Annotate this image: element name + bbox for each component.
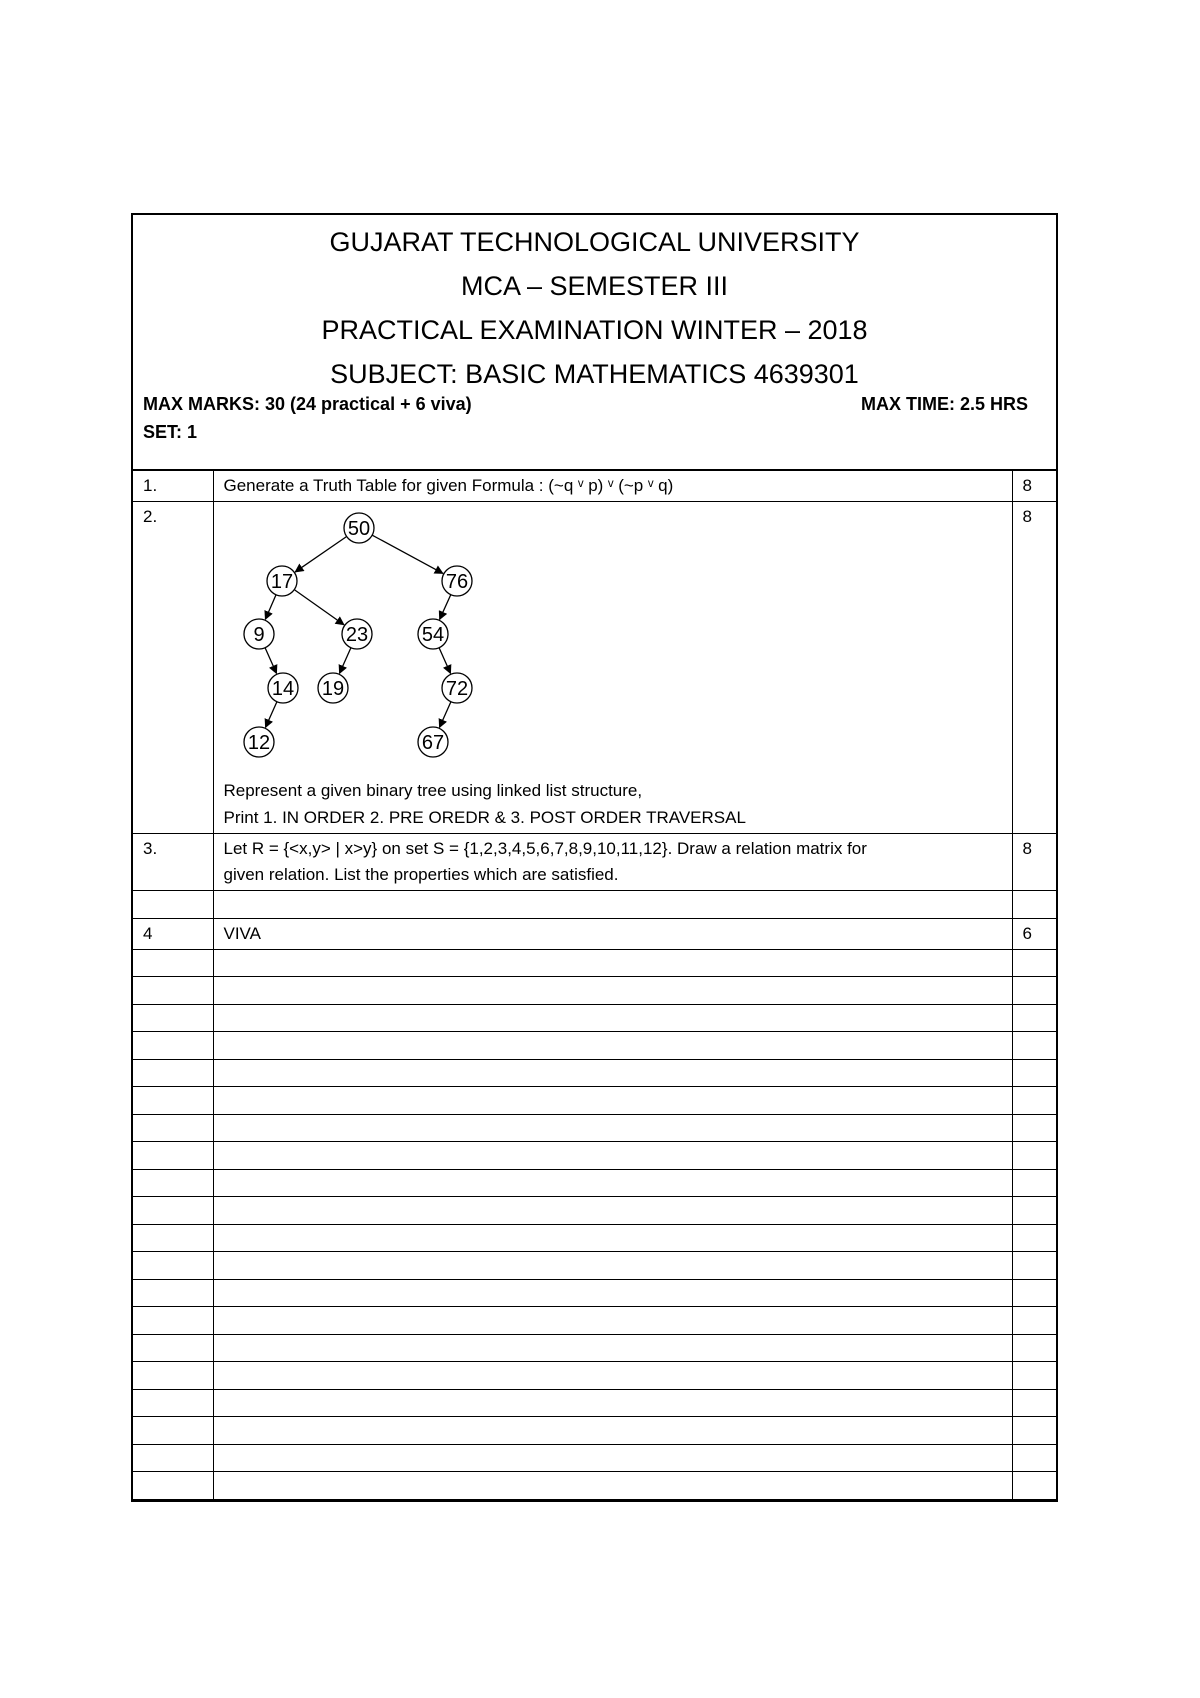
empty-row — [133, 891, 1056, 919]
empty-row — [133, 1004, 1056, 1032]
university-title: GUJARAT TECHNOLOGICAL UNIVERSITY — [329, 227, 860, 257]
tree-edge-17-9 — [265, 595, 276, 620]
empty-row — [133, 1362, 1056, 1390]
tree-node-label: 23 — [345, 624, 368, 646]
question-text-line-1: Let R = {<x,y> | x>y} on set S = {1,2,3,4,5,6,7,8,9,10,11,12}. Draw a relation matrix for — [223, 839, 867, 858]
question-row-3 — [133, 834, 1056, 891]
meta-row — [143, 394, 1028, 415]
tree-node-label: 50 — [347, 518, 370, 540]
program-title: MCA – SEMESTER III — [460, 271, 729, 301]
question-row-1 — [133, 471, 1056, 502]
empty-row — [133, 1307, 1056, 1335]
empty-row — [133, 1087, 1056, 1115]
empty-row — [133, 1279, 1056, 1307]
question-text — [213, 834, 1012, 891]
empty-row — [133, 1252, 1056, 1280]
question-number: 1. — [133, 471, 213, 502]
tree-node-label: 76 — [445, 571, 468, 593]
question-table — [133, 471, 1056, 1500]
question-number: 2. — [133, 502, 213, 834]
max-time: MAX TIME: 2.5 HRS — [860, 394, 1028, 414]
tree-edge-50-17 — [295, 537, 346, 572]
binary-tree-diagram — [224, 504, 1002, 777]
empty-row — [133, 949, 1056, 977]
tree-node-19 — [318, 673, 348, 703]
question-marks: 8 — [1012, 502, 1056, 834]
tree-node-label: 67 — [421, 732, 444, 754]
tree-edge-50-76 — [372, 535, 443, 573]
question-text-line-1: Represent a given binary tree using linked list structure, — [223, 781, 643, 800]
question-row-4 — [133, 918, 1056, 949]
tree-edge-54-72 — [439, 648, 450, 674]
empty-row — [133, 1389, 1056, 1417]
tree-edge-72-67 — [439, 702, 450, 728]
empty-row — [133, 1169, 1056, 1197]
empty-row — [133, 1142, 1056, 1170]
tree-node-label: 54 — [421, 624, 444, 646]
empty-row — [133, 1032, 1056, 1060]
empty-row — [133, 1224, 1056, 1252]
tree-edge-76-54 — [439, 595, 450, 620]
tree-node-14 — [268, 673, 298, 703]
tree-node-label: 14 — [271, 678, 294, 700]
empty-row — [133, 1114, 1056, 1142]
tree-edge-23-19 — [339, 648, 350, 674]
question-marks: 8 — [1012, 834, 1056, 891]
tree-node-23 — [342, 619, 372, 649]
question-text-line-2: Print 1. IN ORDER 2. PRE OREDR & 3. POST ORDER TRAVERSAL — [223, 808, 746, 827]
tree-edge-9-14 — [265, 648, 276, 674]
tree-node-72 — [442, 673, 472, 703]
max-marks: MAX MARKS: 30 (24 practical + 6 viva) — [143, 394, 472, 414]
tree-edge-14-12 — [265, 702, 276, 728]
subject-title: SUBJECT: BASIC MATHEMATICS 4639301 — [330, 359, 859, 389]
question-marks: 6 — [1012, 918, 1056, 949]
tree-node-label: 9 — [252, 624, 265, 646]
empty-row — [133, 1444, 1056, 1472]
question-number: 4 — [133, 918, 213, 949]
exam-header — [133, 215, 1056, 471]
question-body — [213, 502, 1012, 834]
exam-sheet — [131, 213, 1058, 1502]
exam-title: PRACTICAL EXAMINATION WINTER – 2018 — [321, 315, 868, 345]
tree-node-50 — [344, 513, 374, 543]
tree-node-76 — [442, 566, 472, 596]
question-marks: 8 — [1012, 471, 1056, 502]
question-text-line-2: given relation. List the properties which are satisfied. — [223, 865, 619, 884]
question-text: VIVA — [213, 918, 1012, 949]
tree-node-label: 19 — [321, 678, 344, 700]
binary-tree-svg — [224, 504, 1004, 777]
empty-row — [133, 1472, 1056, 1500]
tree-node-54 — [418, 619, 448, 649]
empty-row — [133, 1334, 1056, 1362]
question-row-2 — [133, 502, 1056, 834]
tree-node-label: 17 — [270, 571, 293, 593]
question-text: Generate a Truth Table for given Formula : (~q ᵛ p) ᵛ (~p ᵛ q) — [213, 471, 1012, 502]
set-label: SET: 1 — [143, 422, 198, 442]
tree-edge-17-23 — [294, 590, 344, 625]
empty-row — [133, 1417, 1056, 1445]
empty-row — [133, 1059, 1056, 1087]
question-number: 3. — [133, 834, 213, 891]
tree-node-label: 12 — [247, 732, 270, 754]
tree-node-label: 72 — [445, 678, 468, 700]
empty-row — [133, 1197, 1056, 1225]
tree-node-9 — [244, 619, 274, 649]
tree-node-12 — [244, 727, 274, 757]
empty-row — [133, 977, 1056, 1005]
tree-node-67 — [418, 727, 448, 757]
tree-node-17 — [267, 566, 297, 596]
